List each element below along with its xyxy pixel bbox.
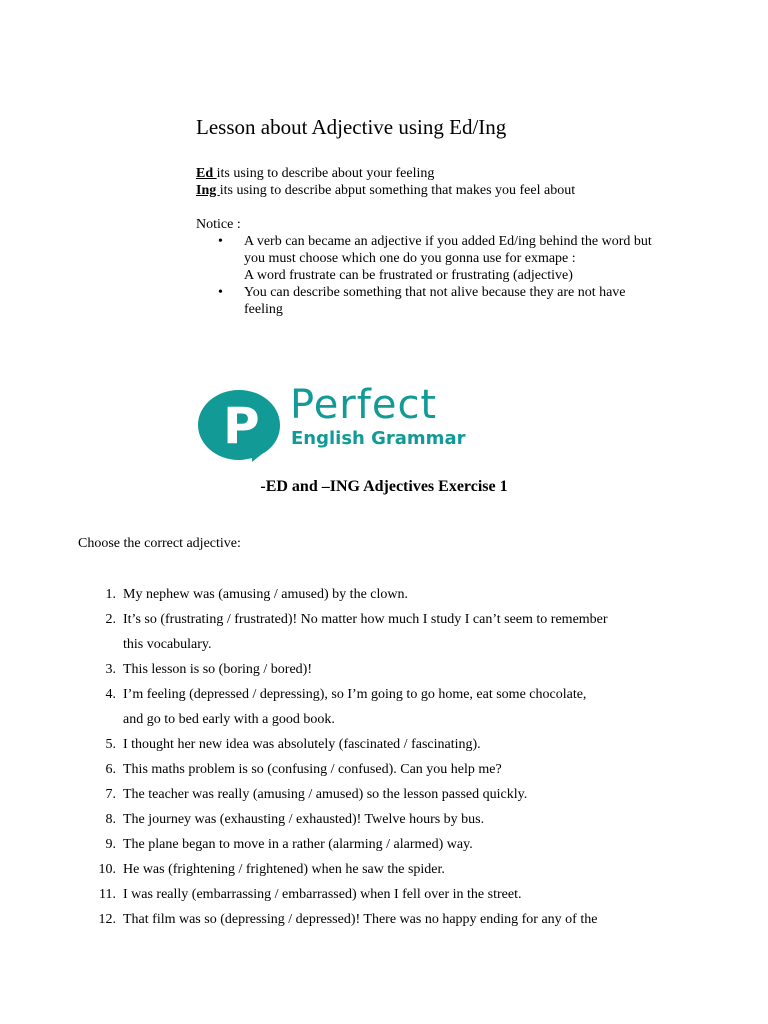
perfect-english-grammar-logo (196, 382, 486, 464)
question-number: 7. (105, 787, 116, 802)
notice-label: Notice : (196, 217, 241, 232)
question-item (78, 610, 718, 635)
notice-section (196, 216, 706, 318)
question-continuation: this vocabulary. (123, 637, 212, 652)
question-item (78, 735, 718, 760)
question-number: 8. (105, 812, 116, 827)
question-number: 11. (99, 887, 116, 902)
notice-item-text: feeling (244, 302, 283, 317)
question-text: This maths problem is so (confusing / confused). Can you help me? (123, 762, 502, 777)
question-number: 12. (98, 912, 116, 927)
question-item (78, 685, 718, 710)
logo-letter: P (223, 397, 260, 455)
question-text: I thought her new idea was absolutely (fascinated / fascinating). (123, 737, 481, 752)
question-text: The plane began to move in a rather (alarming / alarmed) way. (123, 837, 473, 852)
bullet-icon: • (218, 285, 223, 300)
question-item (78, 785, 718, 810)
question-text: It’s so (frustrating / frustrated)! No matter how much I study I can’t seem to remember (123, 612, 608, 627)
ed-term: Ed (196, 166, 217, 181)
bullet-icon: • (218, 234, 223, 249)
notice-item (196, 233, 706, 284)
question-text: This lesson is so (boring / bored)! (123, 662, 312, 677)
notice-list (196, 233, 706, 318)
exercise-title: -ED and –ING Adjectives Exercise 1 (260, 478, 508, 495)
question-item (78, 910, 718, 935)
logo-line-1: Perfect (290, 382, 438, 428)
question-item (78, 835, 718, 860)
question-item (78, 660, 718, 685)
question-continuation: and go to bed early with a good book. (123, 712, 335, 727)
speech-bubble-logo-icon (196, 388, 282, 464)
lesson-title: Lesson about Adjective using Ed/Ing (196, 115, 507, 139)
question-text: That film was so (depressing / depressed)! There was no happy ending for any of the (123, 912, 598, 927)
question-item (78, 585, 718, 610)
question-text: The journey was (exhausting / exhausted)! Twelve hours by bus. (123, 812, 485, 827)
question-text: I’m feeling (depressed / depressing), so I’m going to go home, eat some chocolate, (123, 687, 587, 702)
question-text: I was really (embarrassing / embarrassed) when I fell over in the street. (123, 887, 522, 902)
question-text: The teacher was really (amusing / amused) so the lesson passed quickly. (123, 787, 528, 802)
notice-item-text: A verb can became an adjective if you added Ed/ing behind the word but (244, 234, 652, 249)
question-item (78, 885, 718, 910)
question-number: 4. (105, 687, 116, 702)
notice-item-text: A word frustrate can be frustrated or frustrating (adjective) (244, 268, 573, 283)
question-list (78, 585, 718, 935)
question-number: 3. (105, 662, 116, 677)
ed-definition-line (196, 165, 575, 182)
notice-item-text: You can describe something that not alive because they are not have (244, 285, 626, 300)
question-number: 6. (105, 762, 116, 777)
ing-definition: its using to describe abput something that makes you feel about (219, 183, 576, 198)
question-number: 2. (105, 612, 116, 627)
ed-definition: its using to describe about your feeling (216, 166, 435, 181)
exercise-instruction: Choose the correct adjective: (78, 536, 241, 551)
question-number: 10. (98, 862, 116, 877)
question-number: 5. (105, 737, 116, 752)
question-item (78, 810, 718, 835)
question-item (78, 860, 718, 885)
question-text: He was (frightening / frightened) when he saw the spider. (123, 862, 445, 877)
question-text: My nephew was (amusing / amused) by the clown. (123, 587, 408, 602)
question-number: 1. (105, 587, 116, 602)
ing-term: Ing (196, 183, 220, 198)
logo-line-2: English Grammar (291, 428, 466, 449)
notice-item-text: you must choose which one do you gonna use for exmape : (244, 251, 576, 266)
definitions (196, 165, 575, 199)
ing-definition-line (196, 182, 575, 199)
notice-item (196, 284, 706, 318)
question-number: 9. (105, 837, 116, 852)
question-item (78, 760, 718, 785)
